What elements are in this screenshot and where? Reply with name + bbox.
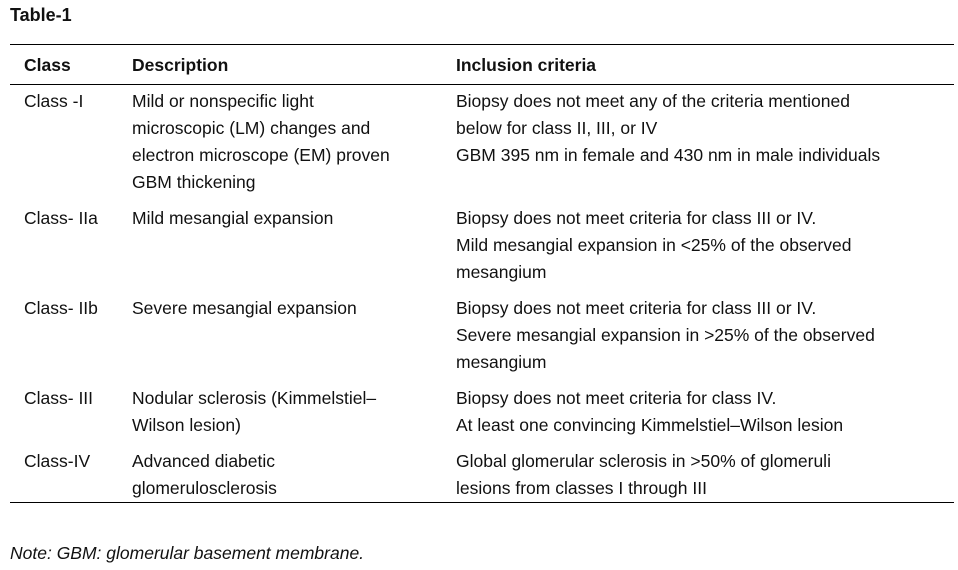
cell-inclusion-criteria-line: mesangium	[456, 352, 547, 372]
table-row	[10, 385, 954, 448]
header-description: Description	[132, 55, 229, 75]
table-caption: Table-1	[10, 5, 72, 25]
cell-inclusion-criteria-line: Severe mesangial expansion in >25% of the observed	[456, 325, 875, 345]
cell-description	[118, 448, 442, 503]
table-note: Note: GBM: glomerular basement membrane.	[10, 543, 365, 563]
table-row	[10, 295, 954, 385]
cell-class: Class- IIa	[24, 208, 98, 228]
cell-inclusion-criteria-line: Biopsy does not meet criteria for class III or IV.	[456, 208, 817, 228]
cell-inclusion-criteria	[442, 85, 954, 206]
cell-description	[118, 295, 442, 385]
table-row	[10, 85, 954, 206]
cell-class: Class-IV	[24, 451, 91, 471]
cell-inclusion-criteria-line: Global glomerular sclerosis in >50% of glomeruli	[456, 451, 831, 471]
cell-inclusion-criteria	[442, 295, 954, 385]
cell-inclusion-criteria	[442, 385, 954, 448]
cell-description-line: glomerulosclerosis	[132, 478, 277, 498]
cell-description-line: microscopic (LM) changes and	[132, 118, 371, 138]
cell-inclusion-criteria	[442, 205, 954, 295]
cell-description-line: Nodular sclerosis (Kimmelstiel–	[132, 388, 377, 408]
cell-inclusion-criteria	[442, 448, 954, 503]
header-inclusion-criteria: Inclusion criteria	[456, 55, 597, 75]
cell-description-line: Wilson lesion)	[132, 415, 241, 435]
cell-description-line: GBM thickening	[132, 172, 256, 192]
cell-inclusion-criteria-line: At least one convincing Kimmelstiel–Wilson lesion	[456, 415, 844, 435]
cell-inclusion-criteria-line: mesangium	[456, 262, 547, 282]
header-row	[10, 45, 954, 85]
cell-description	[118, 205, 442, 295]
cell-description-line: electron microscope (EM) proven	[132, 145, 390, 165]
table-body	[10, 85, 954, 503]
cell-inclusion-criteria-line: GBM 395 nm in female and 430 nm in male individuals	[456, 145, 881, 165]
cell-description-line: Mild mesangial expansion	[132, 208, 334, 228]
cell-class: Class- III	[24, 388, 94, 408]
table-row	[10, 205, 954, 295]
cell-inclusion-criteria-line: Biopsy does not meet any of the criteria mentioned	[456, 91, 850, 111]
cell-inclusion-criteria-line: Mild mesangial expansion in <25% of the observed	[456, 235, 852, 255]
classification-table	[10, 44, 954, 503]
table-row	[10, 448, 954, 503]
cell-description	[118, 385, 442, 448]
cell-class: Class- IIb	[24, 298, 98, 318]
cell-class: Class -I	[24, 91, 84, 111]
header-class: Class	[24, 55, 71, 75]
classification-table-container	[10, 44, 954, 503]
cell-description-line: Severe mesangial expansion	[132, 298, 357, 318]
cell-inclusion-criteria-line: lesions from classes I through III	[456, 478, 707, 498]
table-header	[10, 45, 954, 85]
cell-inclusion-criteria-line: Biopsy does not meet criteria for class III or IV.	[456, 298, 817, 318]
cell-inclusion-criteria-line: Biopsy does not meet criteria for class IV.	[456, 388, 777, 408]
cell-description	[118, 85, 442, 206]
cell-description-line: Advanced diabetic	[132, 451, 276, 471]
cell-description-line: Mild or nonspecific light	[132, 91, 314, 111]
cell-inclusion-criteria-line: below for class II, III, or IV	[456, 118, 658, 138]
